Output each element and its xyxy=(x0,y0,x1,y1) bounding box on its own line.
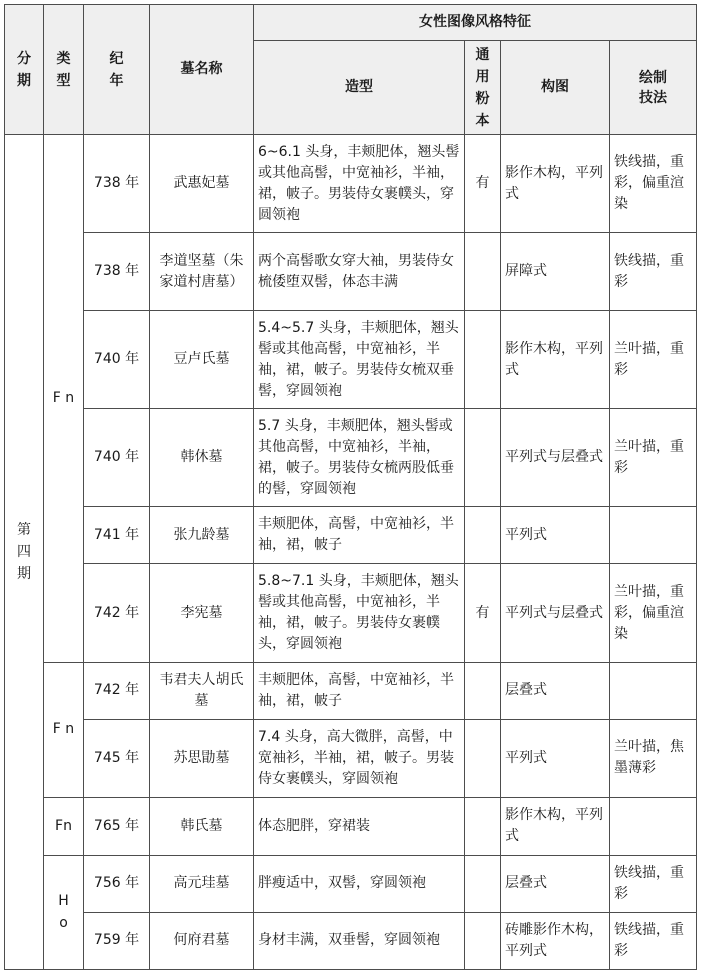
year-cell: 745 年 xyxy=(84,719,150,797)
shape-cell: 丰颊肥体，高髻，中宽袖衫，半袖，裙，帔子 xyxy=(254,507,465,564)
composition-cell: 平列式与层叠式 xyxy=(501,409,610,507)
tomb-cell: 何府君墓 xyxy=(150,912,254,969)
shape-cell: 两个高髻歌女穿大袖，男装侍女梳倭堕双髻，体态丰满 xyxy=(254,233,465,311)
table-row xyxy=(5,855,697,912)
year-cell: 742 年 xyxy=(84,564,150,662)
tomb-cell: 张九龄墓 xyxy=(150,507,254,564)
technique-cell xyxy=(610,662,697,719)
template-cell xyxy=(465,311,501,409)
shape-cell: 胖瘦适中，双髻，穿圆领袍 xyxy=(254,855,465,912)
tomb-cell: 苏思勖墓 xyxy=(150,719,254,797)
technique-cell: 铁线描，重彩 xyxy=(610,855,697,912)
composition-cell: 平列式与层叠式 xyxy=(501,564,610,662)
shape-cell: 体态肥胖，穿裙装 xyxy=(254,797,465,855)
technique-cell xyxy=(610,507,697,564)
type-cell: H o xyxy=(44,855,84,969)
composition-cell: 平列式 xyxy=(501,507,610,564)
header-features: 女性图像风格特征 xyxy=(254,5,697,41)
year-cell: 759 年 xyxy=(84,912,150,969)
technique-cell: 兰叶描，重彩 xyxy=(610,409,697,507)
header-technique: 绘制技法 xyxy=(610,41,697,135)
header-composition: 构图 xyxy=(501,41,610,135)
header-year: 纪年 xyxy=(84,5,150,135)
technique-cell xyxy=(610,797,697,855)
table-row xyxy=(5,662,697,719)
year-cell: 740 年 xyxy=(84,409,150,507)
template-cell xyxy=(465,233,501,311)
year-cell: 742 年 xyxy=(84,662,150,719)
technique-cell: 铁线描，重彩 xyxy=(610,912,697,969)
table-row xyxy=(5,233,697,311)
type-cell: F n xyxy=(44,135,84,663)
year-cell: 738 年 xyxy=(84,233,150,311)
technique-cell: 兰叶描，重彩，偏重渲染 xyxy=(610,564,697,662)
template-cell xyxy=(465,719,501,797)
shape-cell: 5.7 头身，丰颊肥体，翘头髻或其他高髻，中宽袖衫，半袖，裙，帔子。男装侍女梳两股低垂的髻，穿圆领袍 xyxy=(254,409,465,507)
table-row xyxy=(5,912,697,969)
year-cell: 741 年 xyxy=(84,507,150,564)
tomb-cell: 李道坚墓（朱家道村唐墓） xyxy=(150,233,254,311)
technique-cell: 兰叶描，焦墨薄彩 xyxy=(610,719,697,797)
tomb-cell: 豆卢氏墓 xyxy=(150,311,254,409)
table-row xyxy=(5,135,697,233)
header-shape: 造型 xyxy=(254,41,465,135)
technique-cell: 铁线描，重彩，偏重渲染 xyxy=(610,135,697,233)
phase-cell: 第四期 xyxy=(5,135,44,970)
composition-cell: 砖雕影作木构，平列式 xyxy=(501,912,610,969)
header-type: 类型 xyxy=(44,5,84,135)
year-cell: 756 年 xyxy=(84,855,150,912)
composition-cell: 影作木构，平列式 xyxy=(501,135,610,233)
template-cell: 有 xyxy=(465,135,501,233)
technique-cell: 兰叶描，重彩 xyxy=(610,311,697,409)
type-cell: F n xyxy=(44,662,84,797)
table-row xyxy=(5,564,697,662)
shape-cell: 丰颊肥体，高髻，中宽袖衫，半袖，裙，帔子 xyxy=(254,662,465,719)
template-cell xyxy=(465,409,501,507)
tomb-mural-table xyxy=(4,4,697,970)
composition-cell: 影作木构，平列式 xyxy=(501,797,610,855)
year-cell: 765 年 xyxy=(84,797,150,855)
header-template: 通用粉本 xyxy=(465,41,501,135)
shape-cell: 5.8~7.1 头身，丰颊肥体，翘头髻或其他高髻，中宽袖衫，半袖，裙，帔子。男装侍女裹幞头，穿圆领袍 xyxy=(254,564,465,662)
year-cell: 738 年 xyxy=(84,135,150,233)
tomb-cell: 李宪墓 xyxy=(150,564,254,662)
shape-cell: 身材丰满，双垂髻，穿圆领袍 xyxy=(254,912,465,969)
table-row xyxy=(5,409,697,507)
header-tomb: 墓名称 xyxy=(150,5,254,135)
template-cell xyxy=(465,507,501,564)
header-phase: 分期 xyxy=(5,5,44,135)
type-cell: Fn xyxy=(44,797,84,855)
shape-cell: 7.4 头身，高大微胖，高髻，中宽袖衫，半袖，裙，帔子。男装侍女裹幞头，穿圆领袍 xyxy=(254,719,465,797)
tomb-cell: 武惠妃墓 xyxy=(150,135,254,233)
composition-cell: 屏障式 xyxy=(501,233,610,311)
template-cell xyxy=(465,855,501,912)
template-cell: 有 xyxy=(465,564,501,662)
table-row xyxy=(5,507,697,564)
template-cell xyxy=(465,662,501,719)
tomb-cell: 高元珪墓 xyxy=(150,855,254,912)
composition-cell: 层叠式 xyxy=(501,662,610,719)
composition-cell: 平列式 xyxy=(501,719,610,797)
template-cell xyxy=(465,912,501,969)
composition-cell: 影作木构，平列式 xyxy=(501,311,610,409)
tomb-cell: 韩休墓 xyxy=(150,409,254,507)
table-row xyxy=(5,311,697,409)
table-row xyxy=(5,797,697,855)
tomb-cell: 韦君夫人胡氏墓 xyxy=(150,662,254,719)
shape-cell: 5.4~5.7 头身，丰颊肥体，翘头髻或其他高髻，中宽袖衫，半袖，裙，帔子。男装侍女梳双垂髻，穿圆领袍 xyxy=(254,311,465,409)
year-cell: 740 年 xyxy=(84,311,150,409)
technique-cell: 铁线描，重彩 xyxy=(610,233,697,311)
table-row xyxy=(5,719,697,797)
composition-cell: 层叠式 xyxy=(501,855,610,912)
template-cell xyxy=(465,797,501,855)
shape-cell: 6~6.1 头身，丰颊肥体，翘头髻或其他高髻，中宽袖衫，半袖，裙，帔子。男装侍女裹幞头，穿圆领袍 xyxy=(254,135,465,233)
tomb-cell: 韩氏墓 xyxy=(150,797,254,855)
